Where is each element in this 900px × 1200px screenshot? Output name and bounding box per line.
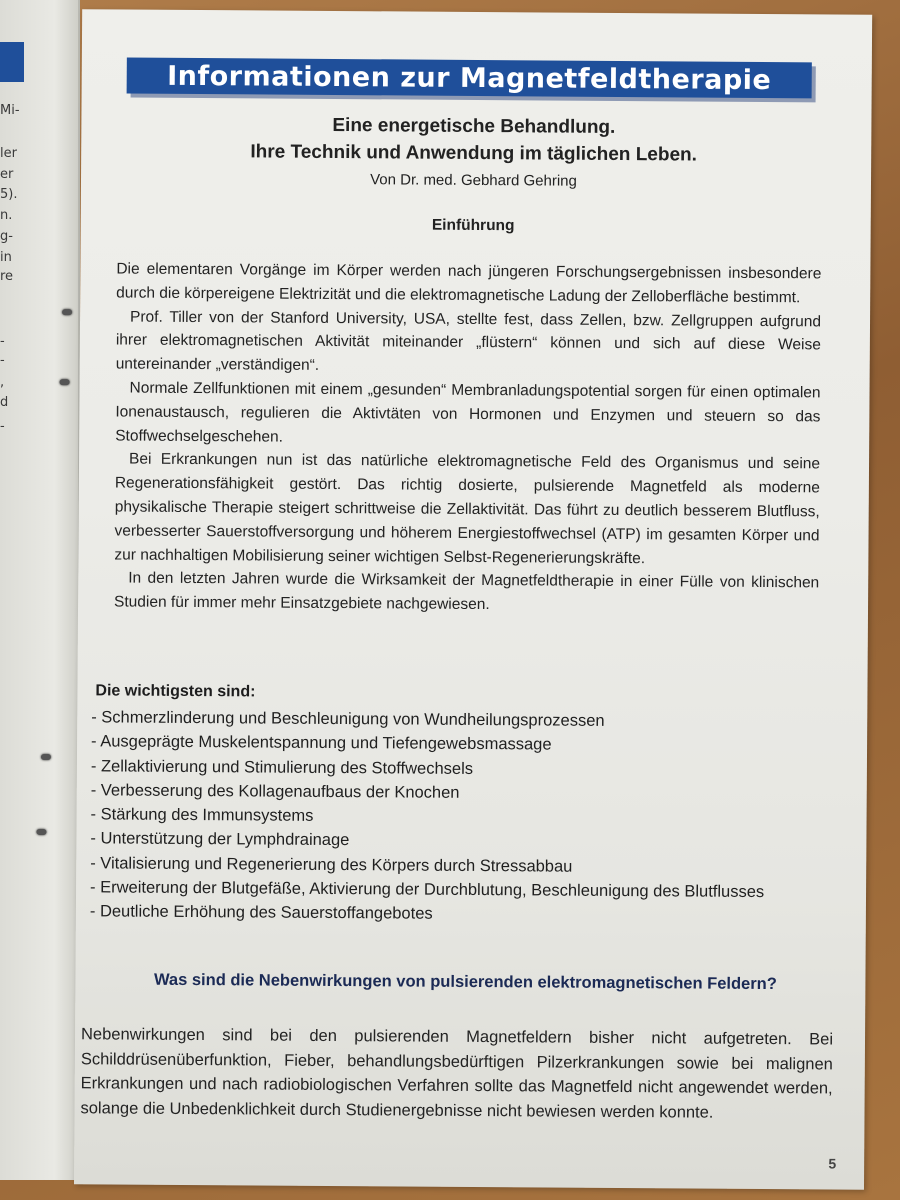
intro-paragraph: In den letzten Jahren wurde die Wirksamkeit der Magnetfeldtherapie in einer Fülle von klinischen Studien für immer mehr Einsatzgebiete nachgewiesen. xyxy=(114,569,820,614)
list-item: - Deutliche Erhöhung des Sauerstoffangebotes xyxy=(89,902,433,924)
side-effects-body xyxy=(80,1022,833,1126)
title-banner xyxy=(127,58,812,99)
intro-paragraph: Normale Zellfunktionen mit einem „gesunden“ Membranladungspotential sorgen für einen optimalen Ionenaustausch, regulieren die Aktivtäten von Hormonen und Enzymen und steuern so das Stoffwechselgeschehen. xyxy=(115,379,821,446)
subtitle-line-2: Ihre Technik und Anwendung im täglichen Leben. xyxy=(250,141,698,166)
intro-body xyxy=(114,257,821,619)
previous-page-text-fragment: d xyxy=(0,395,9,410)
staple-icon xyxy=(41,754,51,760)
list-item: - Verbesserung des Kollagenaufbaus der Knochen xyxy=(90,781,460,802)
list-item: - Zellaktivierung und Stimulierung des Stoffwechsels xyxy=(90,756,474,778)
previous-page-text-fragment: er xyxy=(0,167,14,182)
previous-page-text-fragment: - xyxy=(0,334,5,349)
previous-page-text-fragment: in xyxy=(0,250,12,265)
intro-heading: Einführung xyxy=(431,216,515,235)
intro-paragraph: Bei Erkrankungen nun ist das natürliche elektromagnetische Feld des Organismus und seine Regenerationsfähigkeit gestört. Das richtig dosierte, pulsierende Magnetfeld als moderne physikalische Therapie steigert schrittweise die Zellaktivität. Das führt zu deutlich besserem Blutfluss, verbesserter Sauerstoffversorgung und höherem Energiestoffwechsel (ATP) im gesamten Körper und zur nachhaltigen Mobilisierung seiner wichtigen Selbst-Regenerierungskräfte. xyxy=(114,450,821,567)
previous-page-text-fragment: 5). xyxy=(0,187,18,202)
benefits-list xyxy=(90,705,812,929)
list-item: - Ausgeprägte Muskelentspannung und Tiefengewebsmassage xyxy=(91,732,552,754)
staple-icon xyxy=(36,829,46,835)
side-effects-paragraph: Nebenwirkungen sind bei den pulsierenden Magnetfeldern bisher nicht aufgetreten. Bei Schilddrüsenüberfunktion, Fieber, behandlungsbedürftigen Pilzerkrankungen sowie bei malignen Erkrankungen und nach radiobiologischen Verfahren sollte das Magnetfeld nicht angewendet werden, solange die Unbedenklichkeit durch Studienergebnisse nicht bewiesen werden konnte. xyxy=(80,1025,834,1122)
list-item: - Stärkung des Immunsystems xyxy=(90,805,314,826)
list-item: - Vitalisierung und Regenerierung des Körpers durch Stressabbau xyxy=(90,854,573,876)
document-page xyxy=(74,9,872,1189)
staple-icon xyxy=(60,379,70,385)
previous-page-color-bar xyxy=(0,42,24,82)
staple-icon xyxy=(62,309,72,315)
subtitle-line-1: Eine energetische Behandlung. xyxy=(332,114,616,138)
previous-page-text-fragment: re xyxy=(0,269,14,284)
previous-page-text-fragment: n. xyxy=(0,208,13,223)
previous-page-text-fragment: ler xyxy=(0,146,17,161)
list-item: - Unterstützung der Lymphdrainage xyxy=(90,829,350,850)
list-item: - Erweiterung der Blutgefäße, Aktivierung der Durchblutung, Beschleunigung des Blutflusses xyxy=(90,878,765,902)
previous-page xyxy=(0,0,80,1180)
intro-paragraph: Die elementaren Vorgänge im Körper werden nach jüngeren Forschungsergebnissen insbesondere durch die körpereigene Elektrizität und die elektromagnetische Ladung der Zelloberfläche bestimmt. xyxy=(116,260,822,307)
list-item: - Schmerzlinderung und Beschleunigung von Wundheilungsprozessen xyxy=(91,708,605,730)
previous-page-text-fragment: g- xyxy=(0,229,13,244)
previous-page-text-fragment: - xyxy=(0,353,5,368)
side-effects-heading: Was sind die Nebenwirkungen von pulsierenden elektromagnetischen Feldern? xyxy=(153,970,777,994)
banner-title: Informationen zur Magnetfeldtherapie xyxy=(167,60,772,96)
previous-page-text-fragment: , xyxy=(0,375,5,390)
previous-page-text-fragment: - xyxy=(0,419,5,434)
page-number: 5 xyxy=(828,1155,837,1172)
author-line: Von Dr. med. Gebhard Gehring xyxy=(370,171,577,190)
intro-paragraph: Prof. Tiller von der Stanford University, USA, stellte fest, dass Zellen, bzw. Zellgruppen aufgrund ihrer elektromagnetischen Aktivität miteinander „flüstern“ können und sich auf diese Weise untereinander „verständigen“. xyxy=(115,308,822,375)
previous-page-text-fragment: Mi- xyxy=(0,103,20,118)
benefits-heading: Die wichtigsten sind: xyxy=(95,682,256,701)
